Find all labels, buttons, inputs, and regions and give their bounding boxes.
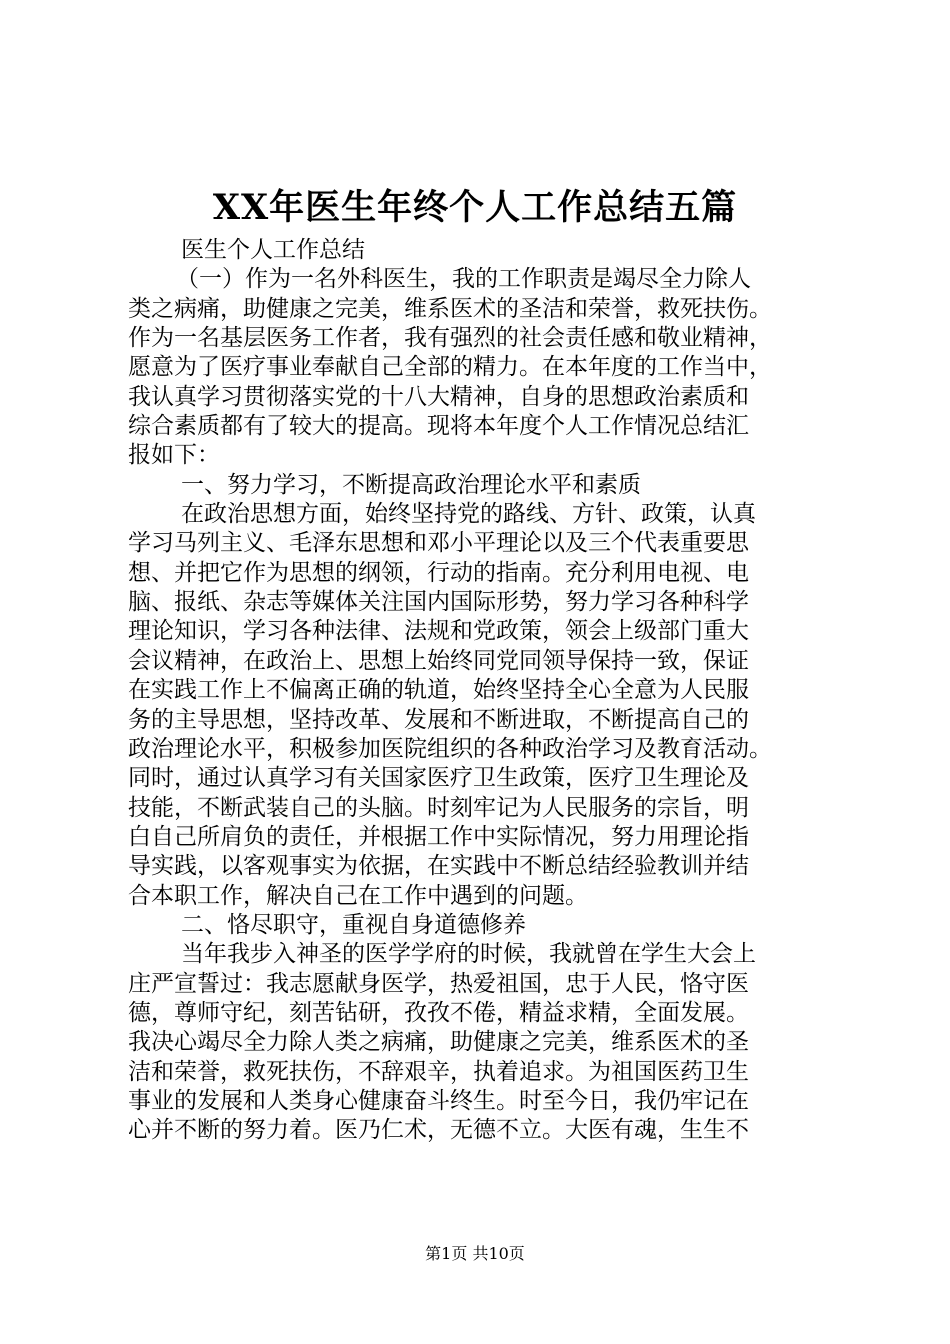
section-heading: 医生个人工作总结 <box>181 237 365 263</box>
section-heading: 二、恪尽职守，重视自身道德修养 <box>181 911 526 938</box>
section-heading: 一、努力学习，不断提高政治理论水平和素质 <box>181 471 641 498</box>
paragraph-line: 类之病痛，助健康之完美，维系医术的圣洁和荣誉，救死扶伤。 <box>128 295 772 322</box>
paragraph-line: 作为一名基层医务工作者，我有强烈的社会责任感和敬业精神， <box>128 325 772 352</box>
page-indicator: 第1页 共10页 <box>425 1244 525 1263</box>
paragraph-line: 报如下： <box>128 442 220 469</box>
paragraph-line: 导实践，以客观事实为依据，在实践中不断总结经验教训并结 <box>128 853 749 880</box>
paragraph-line: 在政治思想方面，始终坚持党的路线、方针、政策，认真 <box>181 501 756 528</box>
paragraph-line: 务的主导思想，坚持改革、发展和不断进取，不断提高自己的 <box>128 706 749 733</box>
paragraph-line: 会议精神，在政治上、思想上始终同党同领导保持一致，保证 <box>128 647 749 674</box>
paragraph-line: 德，尊师守纪，刻苦钻研，孜孜不倦，精益求精，全面发展。 <box>128 999 749 1026</box>
paragraph-line: 技能，不断武装自己的头脑。时刻牢记为人民服务的宗旨，明 <box>128 794 749 821</box>
paragraph-line: 同时，通过认真学习有关国家医疗卫生政策，医疗卫生理论及 <box>128 765 749 792</box>
paragraph-line: 学习马列主义、毛泽东思想和邓小平理论以及三个代表重要思 <box>128 530 749 557</box>
paragraph-line: 当年我步入神圣的医学学府的时候，我就曾在学生大会上 <box>181 941 756 968</box>
paragraph-line: 我认真学习贯彻落实党的十八大精神，自身的思想政治素质和 <box>128 383 749 410</box>
paragraph-line: 庄严宣誓过：我志愿献身医学，热爱祖国，忠于人民，恪守医 <box>128 970 749 997</box>
paragraph-line: 想、并把它作为思想的纲领，行动的指南。充分利用电视、电 <box>128 559 749 586</box>
paragraph-line: 白自己所肩负的责任，并根据工作中实际情况，努力用理论指 <box>128 823 749 850</box>
paragraph-line: 理论知识，学习各种法律、法规和党政策，领会上级部门重大 <box>128 618 749 645</box>
paragraph-line: 合本职工作，解决自己在工作中遇到的问题。 <box>128 882 588 909</box>
paragraph-line: 在实践工作上不偏离正确的轨道，始终坚持全心全意为人民服 <box>128 677 749 704</box>
paragraph-line: 心并不断的努力着。医乃仁术，无德不立。大医有魂，生生不 <box>128 1117 749 1144</box>
document-title: XX年医生年终个人工作总结五篇 <box>212 187 738 228</box>
paragraph-line: （一）作为一名外科医生，我的工作职责是竭尽全力除人 <box>176 266 751 293</box>
paragraph-line: 综合素质都有了较大的提高。现将本年度个人工作情况总结汇 <box>128 413 749 440</box>
paragraph-line: 洁和荣誉，救死扶伤，不辞艰辛，执着追求。为祖国医药卫生 <box>128 1058 749 1085</box>
document-body <box>128 236 833 1146</box>
paragraph-line: 脑、报纸、杂志等媒体关注国内国际形势，努力学习各种科学 <box>128 589 749 616</box>
paragraph-line: 我决心竭尽全力除人类之病痛，助健康之完美，维系医术的圣 <box>128 1029 749 1056</box>
paragraph-line: 政治理论水平，积极参加医院组织的各种政治学习及教育活动。 <box>128 735 772 762</box>
paragraph-line: 事业的发展和人类身心健康奋斗终生。时至今日，我仍牢记在 <box>128 1087 749 1114</box>
paragraph-line: 愿意为了医疗事业奉献自己全部的精力。在本年度的工作当中， <box>128 354 772 381</box>
